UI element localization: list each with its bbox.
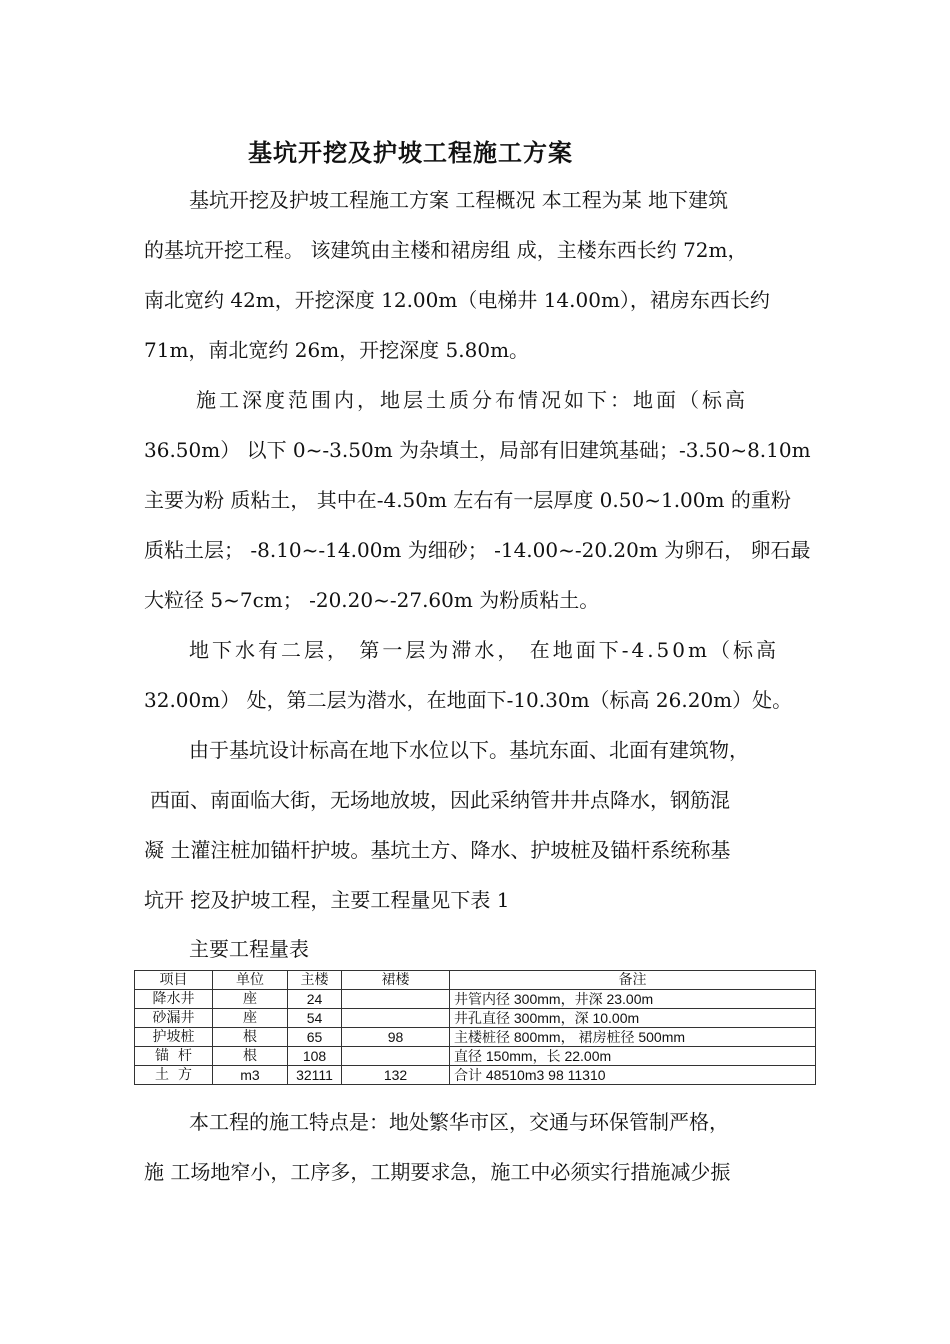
quantity-table [134, 970, 816, 1085]
paragraph-line: 大粒径 5~7cm； -20.20~-27.60m 为粉质粘土。 [144, 588, 600, 612]
cell-unit: 座 [213, 990, 288, 1009]
paragraph-line: 由于基坑设计标高在地下水位以下。基坑东面、北面有建筑物， [189, 738, 749, 762]
paragraph-line: 坑开 挖及护坡工程，主要工程量见下表 1 [144, 888, 510, 912]
cell-remarks: 合计 48510m3 98 11310 [450, 1066, 816, 1085]
paragraph-line: 施 工场地窄小，工序多，工期要求急，施工中必须实行措施减少振 [144, 1160, 731, 1184]
header-remarks: 备注 [450, 971, 816, 990]
table-header-row [135, 971, 816, 990]
paragraph-line: 32.00m） 处，第二层为潜水，在地面下-10.30m（标高 26.20m）处。 [144, 688, 793, 712]
header-unit: 单位 [213, 971, 288, 990]
paragraph-line: 71m，南北宽约 26m，开挖深度 5.80m。 [144, 338, 530, 362]
paragraph-line: 西面、南面临大街，无场地放坡，因此采纳管井井点降水，钢筋混 [150, 788, 730, 812]
paragraph-line: 的基坑开挖工程。 该建筑由主楼和裙房组 成，主楼东西长约 72m， [144, 238, 748, 262]
cell-podium [342, 1009, 450, 1028]
table-row [135, 1028, 816, 1047]
cell-item: 砂漏井 [135, 1009, 213, 1028]
cell-remarks: 直径 150mm，长 22.00m [450, 1047, 816, 1066]
cell-item: 锚 杆 [135, 1047, 213, 1066]
cell-item: 护坡桩 [135, 1028, 213, 1047]
document-title: 基坑开挖及护坡工程施工方案 [248, 138, 573, 167]
cell-remarks: 井管内径 300mm，井深 23.00m [450, 990, 816, 1009]
table-row [135, 1009, 816, 1028]
paragraph-line: 南北宽约 42m，开挖深度 12.00m（电梯井 14.00m），裙房东西长约 [144, 288, 770, 312]
cell-podium [342, 990, 450, 1009]
cell-podium: 98 [342, 1028, 450, 1047]
paragraph-line: 主要为粉 质粘土， 其中在-4.50m 左右有一层厚度 0.50~1.00m 的重粉 [144, 488, 791, 512]
table-row [135, 1047, 816, 1066]
table-row [135, 1066, 816, 1085]
paragraph-line: 基坑开挖及护坡工程施工方案 工程概况 本工程为某 地下建筑 [189, 188, 729, 212]
cell-unit: 根 [213, 1028, 288, 1047]
paragraph-line: 地下水有二层， 第一层为滞水， 在地面下-4.50m（标高 [189, 638, 779, 662]
paragraph-line: 本工程的施工特点是：地处繁华市区，交通与环保管制严格， [189, 1110, 729, 1134]
cell-podium: 132 [342, 1066, 450, 1085]
header-main-building: 主楼 [288, 971, 342, 990]
cell-podium [342, 1047, 450, 1066]
header-item: 项目 [135, 971, 213, 990]
paragraph-line: 质粘土层； -8.10~-14.00m 为细砂； -14.00~-20.20m 为卵石， 卵石最 [144, 538, 811, 562]
cell-main: 24 [288, 990, 342, 1009]
cell-main: 54 [288, 1009, 342, 1028]
cell-main: 65 [288, 1028, 342, 1047]
cell-unit: m3 [213, 1066, 288, 1085]
paragraph-line: 凝 土灌注桩加锚杆护坡。基坑土方、降水、护坡桩及锚杆系统称基 [144, 838, 731, 862]
cell-unit: 根 [213, 1047, 288, 1066]
cell-item: 土 方 [135, 1066, 213, 1085]
table-row [135, 990, 816, 1009]
cell-remarks: 井孔直径 300mm，深 10.00m [450, 1009, 816, 1028]
table-caption: 主要工程量表 [189, 937, 309, 961]
paragraph-line: 36.50m） 以下 0~-3.50m 为杂填土，局部有旧建筑基础；-3.50~8.10m [144, 438, 811, 462]
header-podium: 裙楼 [342, 971, 450, 990]
cell-remarks: 主楼桩径 800mm， 裙房桩径 500mm [450, 1028, 816, 1047]
paragraph-line: 施工深度范围内，地层土质分布情况如下：地面（标高 [196, 388, 748, 412]
cell-item: 降水井 [135, 990, 213, 1009]
cell-unit: 座 [213, 1009, 288, 1028]
cell-main: 108 [288, 1047, 342, 1066]
cell-main: 32111 [288, 1066, 342, 1085]
